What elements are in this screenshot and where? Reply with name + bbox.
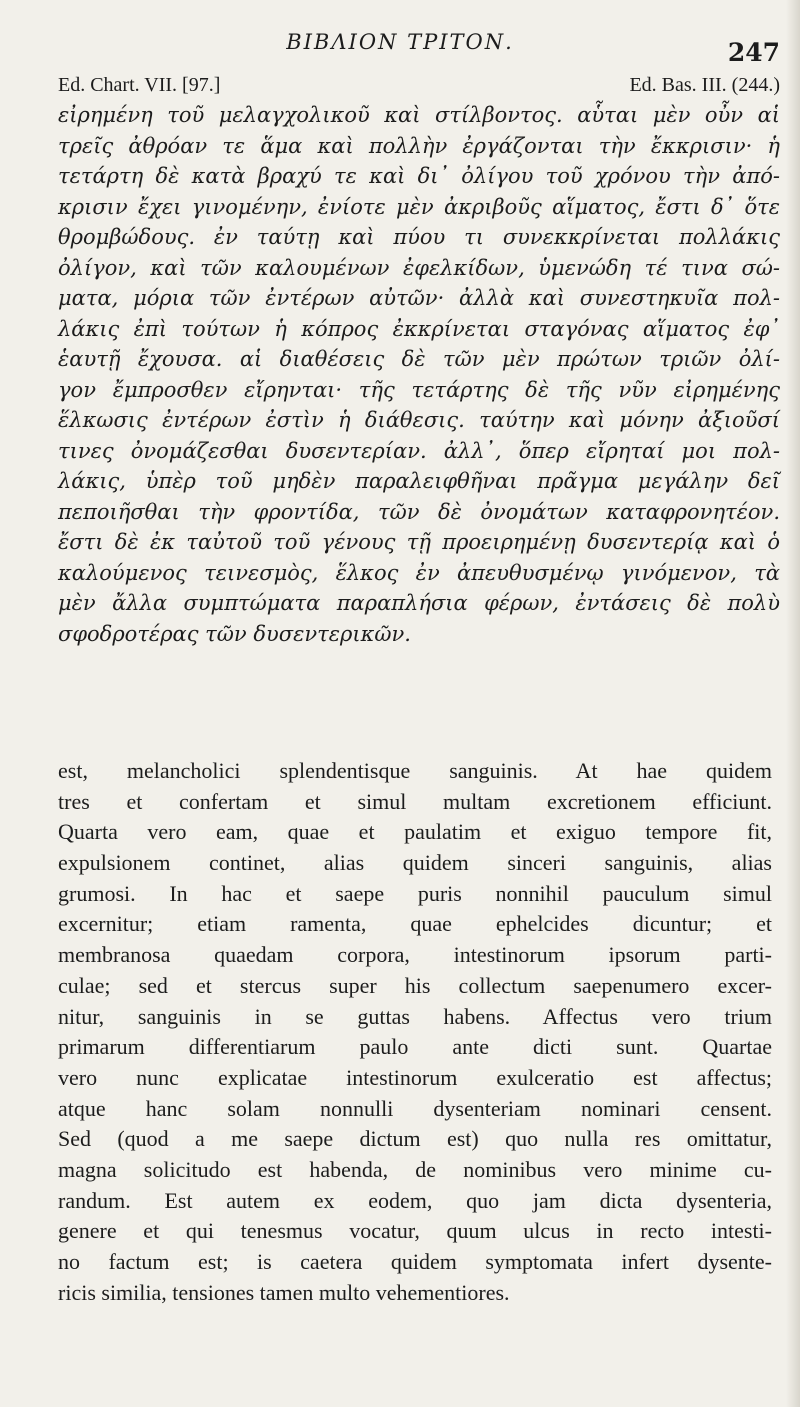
latin-line: Sed (quod a me saepe dictum est) quo nulla res omittatur, [58,1126,772,1152]
running-title: ΒΙΒΛΙΟΝ ΤΡΙΤΟΝ. [286,30,514,54]
edition-reference-right: Ed. Bas. III. (244.) [629,74,780,96]
latin-line: randum. Est autem ex eodem, quo jam dicta dysenteria, [58,1187,772,1213]
latin-line: genere et qui tenesmus vocatur, quum ulcus in recto intesti- [58,1218,772,1244]
latin-text-block [58,756,772,1308]
greek-line: σφοδροτέρας τῶν δυσεντερικῶν. [58,621,411,646]
greek-line: τινες ὀνομάζεσθαι δυσεντερίαν. ἀλλ᾽, ὅπερ εἴρηταί μοι πολ- [58,438,780,463]
greek-line: ἑαυτῇ ἔχουσα. αἱ διαθέσεις δὲ τῶν μὲν πρώτων τριῶν ὀλί- [58,347,780,371]
greek-line: πεποιῆσθαι τὴν φροντίδα, τῶν δὲ ὀνομάτων καταφρονητέον. [58,499,780,524]
greek-text-block [58,100,780,649]
greek-line: θρομβώδους. ἐν ταύτῃ καὶ πύου τι συνεκκρίνεται πολλάκις [58,225,780,249]
greek-line: μὲν ἄλλα συμπτώματα παραπλήσια φέρων, ἐντάσεις δὲ πολὺ [58,591,780,615]
latin-line: primarum differentiarum paulo ante dicti sunt. Quartae [58,1034,772,1060]
latin-line: est, melancholici splendentisque sanguinis. At hae quidem [58,758,772,783]
greek-line: ματα, μόρια τῶν ἐντέρων αὐτῶν· ἀλλὰ καὶ συνεστηκυῖα πολ- [58,286,780,310]
greek-line: ὀλίγον, καὶ τῶν καλουμένων ἐφελκίδων, ὑμενώδη τέ τινα σώ- [58,255,780,280]
greek-line: λάκις, ὑπὲρ τοῦ μηδὲν παραλειφθῆναι πρᾶγμα μεγάλην δεῖ [58,469,780,493]
latin-line: ricis similia, tensiones tamen multo vehementiores. [58,1279,510,1305]
page-edge-shadow [786,0,800,1407]
greek-line: ἔστι δὲ ἐκ ταὐτοῦ τοῦ γένους τῇ προειρημένῃ δυσεντερίᾳ καὶ ὁ [58,530,780,554]
latin-line: magna solicitudo est habenda, de nominibus vero minime cu- [58,1156,772,1182]
latin-line: membranosa quaedam corpora, intestinorum ipsorum parti- [58,942,772,968]
greek-line: τρεῖς ἀθρόαν τε ἅμα καὶ πολλὴν ἐργάζονται τὴν ἔκκρισιν· ἡ [58,133,780,158]
edition-reference-left: Ed. Chart. VII. [97.] [58,74,221,96]
greek-line: καλούμενος τεινεσμὸς, ἕλκος ἐν ἀπευθυσμένῳ γινόμενον, τὰ [58,560,780,585]
latin-line: vero nunc explicatae intestinorum exulceratio est affectus; [58,1064,772,1090]
latin-line: nitur, sanguinis in se guttas habens. Affectus vero trium [58,1003,772,1029]
latin-line: no factum est; is caetera quidem symptomata infert dysente- [58,1249,772,1274]
latin-line: grumosi. In hac et saepe puris nonnihil pauculum simul [58,880,772,906]
greek-line: ἕλκωσις ἐντέρων ἐστὶν ἡ διάθεσις. ταύτην καὶ μόνην ἀξιοῦσί [58,408,780,432]
greek-line: τετάρτη δὲ κατὰ βραχύ τε καὶ δι᾽ ὀλίγου τοῦ χρόνου τὴν ἀπό- [58,164,780,188]
latin-line: Quarta vero eam, quae et paulatim et exiguo tempore fit, [58,819,772,845]
edition-reference-line [58,74,780,97]
greek-line: γον ἔμπροσθεν εἴρηνται· τῆς τετάρτης δὲ τῆς νῦν εἰρημένης [58,377,780,402]
latin-line: atque hanc solam nonnulli dysenteriam nominari censent. [58,1095,772,1121]
greek-line: λάκις ἐπὶ τούτων ἡ κόπρος ἐκκρίνεται σταγόνας αἵματος ἐφ᾽ [58,316,780,341]
greek-line: κρισιν ἔχει γινομένην, ἐνίοτε μὲν ἀκριβοῦς αἵματος, ἔστι δ᾽ ὅτε [58,194,780,219]
latin-line: excernitur; etiam ramenta, quae ephelcides dicuntur; et [58,911,772,937]
page-number: 247 [727,38,780,67]
latin-line: culae; sed et stercus super his collectum saepenumero excer- [58,972,772,998]
latin-line: tres et confertam et simul multam excretionem efficiunt. [58,788,772,814]
greek-line: εἰρημένη τοῦ μελαγχολικοῦ καὶ στίλβοντος. αὗται μὲν οὖν αἱ [58,103,780,127]
latin-line: expulsionem continet, alias quidem sinceri sanguinis, alias [58,850,772,876]
